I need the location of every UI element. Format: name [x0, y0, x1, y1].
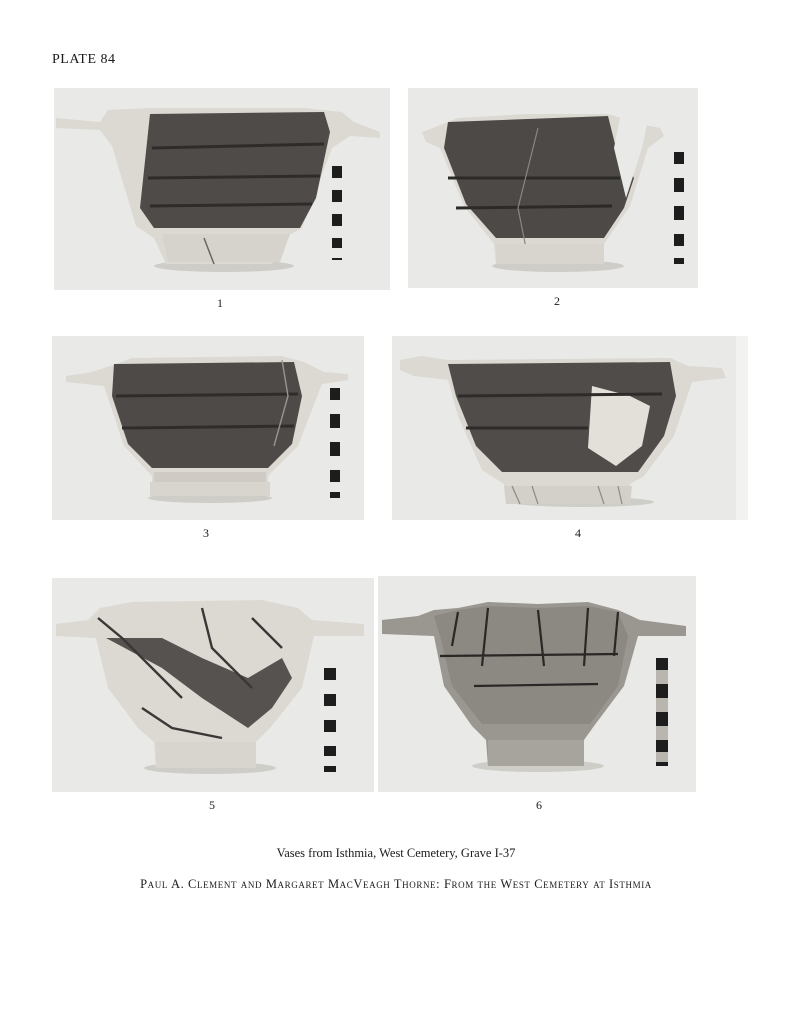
vase-image-3	[52, 336, 364, 520]
figure-photo-1	[54, 88, 390, 290]
figure-number-2: 2	[554, 294, 560, 308]
vase-image-4	[392, 336, 748, 520]
vase-image-5	[52, 578, 374, 792]
figure-number-3: 3	[203, 526, 209, 540]
vase-image-1	[54, 88, 390, 290]
plate-label: PLATE 84	[52, 52, 116, 67]
figure-number-4: 4	[575, 526, 581, 540]
figure-number-5: 5	[209, 798, 215, 812]
plate-caption: Vases from Isthmia, West Cemetery, Grave I-37	[276, 846, 516, 860]
figure-photo-2	[408, 88, 698, 288]
authors-line: Paul A. Clement and Margaret MacVeagh Thorne: From the West Cemetery at Isthmia	[140, 877, 652, 891]
figure-photo-5	[52, 578, 374, 792]
vase-image-6	[378, 576, 696, 792]
figure-number-1: 1	[217, 296, 223, 310]
figure-photo-6	[378, 576, 696, 792]
vase-image-2	[408, 88, 698, 288]
figure-photo-4	[392, 336, 748, 520]
figure-photo-3	[52, 336, 364, 520]
figure-number-6: 6	[536, 798, 542, 812]
